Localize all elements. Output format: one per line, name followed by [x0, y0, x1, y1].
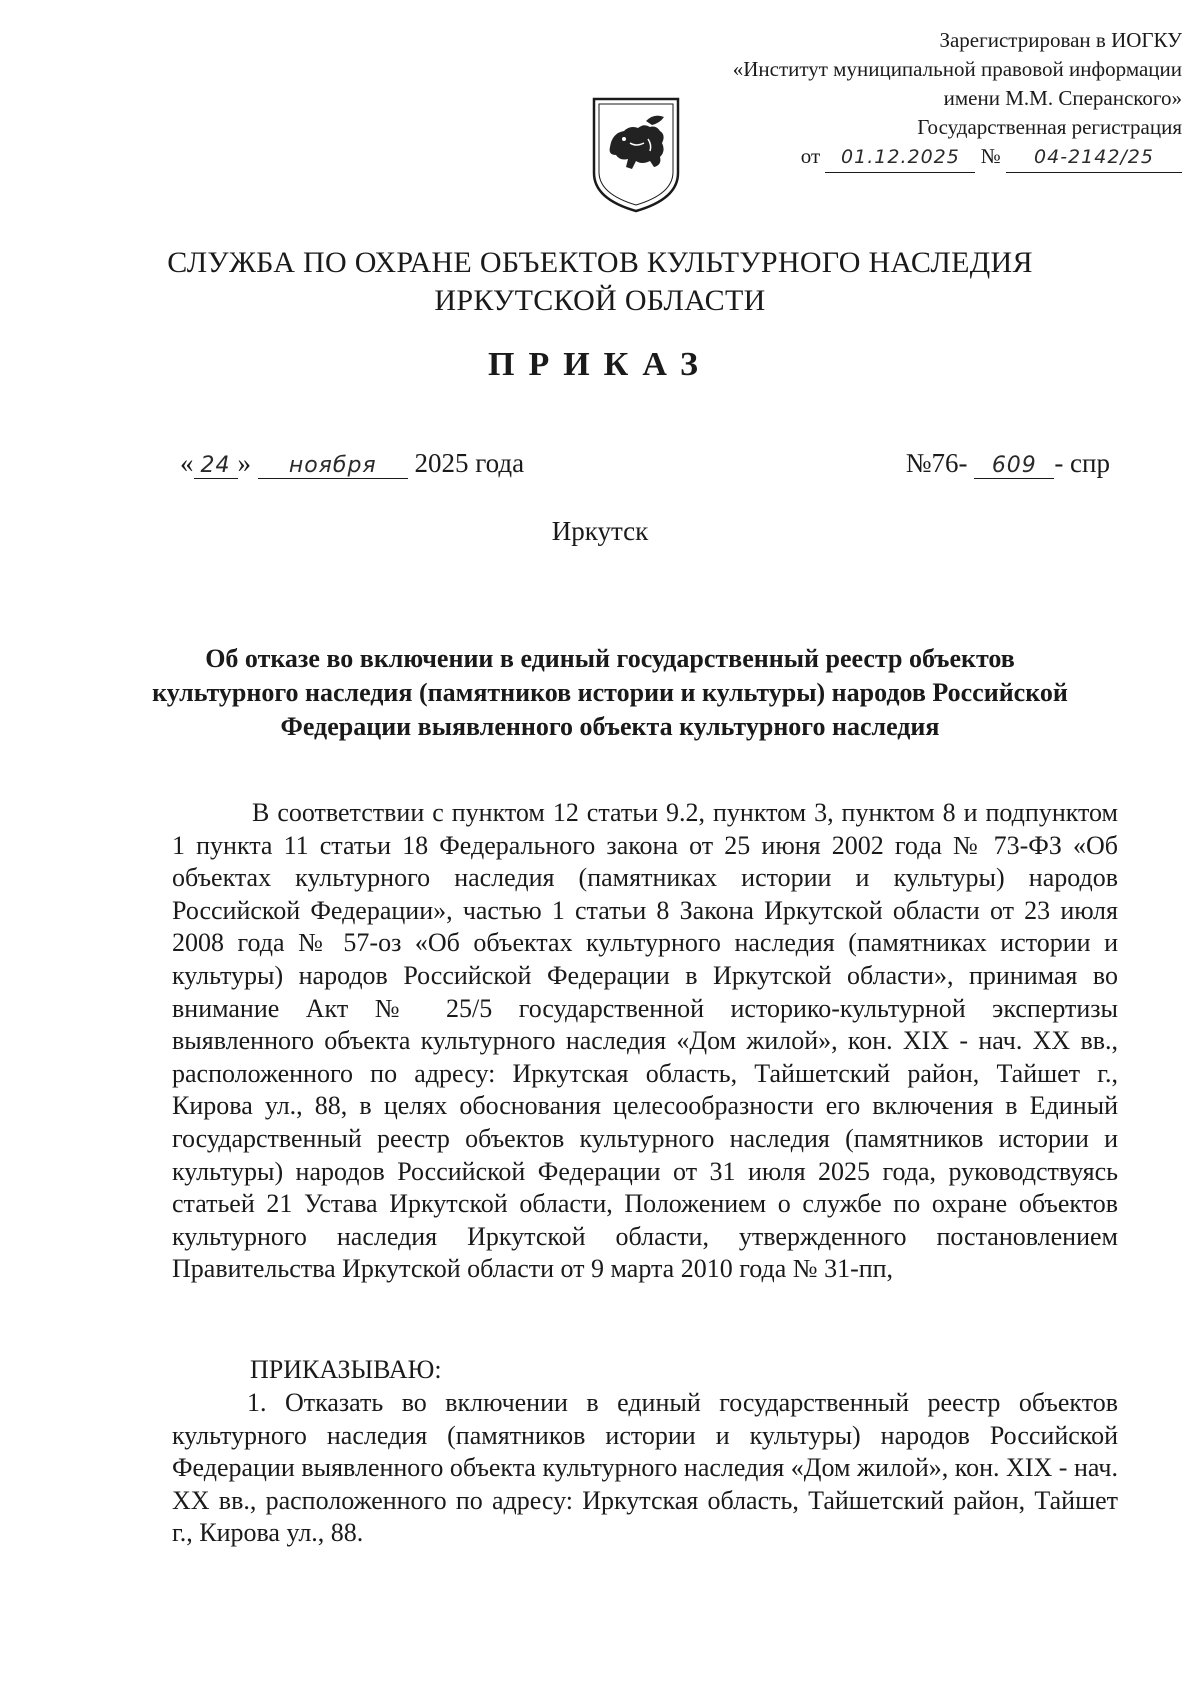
agency-title: [0, 244, 1200, 320]
order-number-prefix: №76-: [905, 448, 968, 478]
date-day: 24: [194, 453, 238, 479]
date-open-quote: «: [180, 448, 194, 478]
irkutsk-coat-of-arms-icon: [590, 95, 682, 215]
registration-line-1: Зарегистрирован в ИОГКУ: [939, 28, 1182, 52]
order-item: 1. Отказать во включении в единый государственный реестр объектов культурного наследия (памятников истории и культуры) народов Российской Федерации выявленного объекта культурного наследия «Дом жилой», кон. XIX - нач. XX вв., расположенного по адресу: Иркутская область, Тайшетский район, Тайшет г., Кирова ул., 88.: [172, 1388, 1118, 1548]
registration-number-prefix: №: [980, 144, 1001, 168]
document-type-heading: ПРИКАЗ: [488, 346, 712, 383]
order-number-value: 609: [974, 453, 1054, 479]
order-number-suffix: - спр: [1054, 448, 1110, 478]
registration-line-4: Государственная регистрация: [917, 115, 1182, 139]
registration-fields: [622, 142, 1182, 173]
agency-title-line-1: СЛУЖБА ПО ОХРАНЕ ОБЪЕКТОВ КУЛЬТУРНОГО НАСЛЕДИЯ: [167, 246, 1033, 279]
registration-stamp: [622, 26, 1182, 173]
agency-title-line-2: ИРКУТСКОЙ ОБЛАСТИ: [434, 284, 766, 317]
order-date: [180, 448, 524, 479]
order-number: [906, 448, 1110, 479]
city: Иркутск: [551, 516, 649, 546]
order-subject: Об отказе во включении в единый государственный реестр объектов культурного наследия (памятников истории и культуры) народов Российской Федерации выявленного объекта культурного наследия: [152, 644, 1068, 741]
registration-number-value: 04-2142/25: [1006, 143, 1182, 173]
date-year: 2025 года: [414, 448, 525, 478]
registration-line-2: «Институт муниципальной правовой информации: [732, 57, 1182, 81]
registration-date-prefix: от: [800, 144, 821, 168]
date-close-quote: »: [237, 448, 251, 478]
registration-line-3: имени М.М. Сперанского»: [943, 86, 1182, 110]
preamble-paragraph: В соответствии с пунктом 12 статьи 9.2, пунктом 3, пунктом 8 и подпунктом 1 пункта 11 статьи 18 Федерального закона от 25 июня 2002 года № 73-ФЗ «Об объектах культурного наследия (памятниках истории и культуры) народов Российской Федерации», частью 1 статьи 8 Закона Иркутской области от 23 июля 2008 года № 57-оз «Об объектах культурного наследия (памятниках истории и культуры) народов Российской Федерации в Иркутской области», принимая во внимание Акт № 25/5 государственной историко-культурной экспертизы выявленного объекта культурного наследия «Дом жилой», кон. XIX - нач. XX вв., расположенного по адресу: Иркутская область, Тайшетский район, Тайшет г., Кирова ул., 88, в целях обоснования целесообразности его включения в Единый государственный реестр объектов культурного наследия (памятников истории и культуры) народов Российской Федерации от 31 июля 2025 года, руководствуясь статьей 21 Устава Иркутской области, Положением о службе по охране объектов культурного наследия Иркутской области, утвержденного постановлением Правительства Иркутской области от 9 марта 2010 года № 31-пп,: [172, 798, 1118, 1284]
registration-date-value: 01.12.2025: [825, 143, 975, 173]
date-month: ноября: [258, 453, 408, 479]
order-directive-word: ПРИКАЗЫВАЮ:: [250, 1355, 442, 1384]
